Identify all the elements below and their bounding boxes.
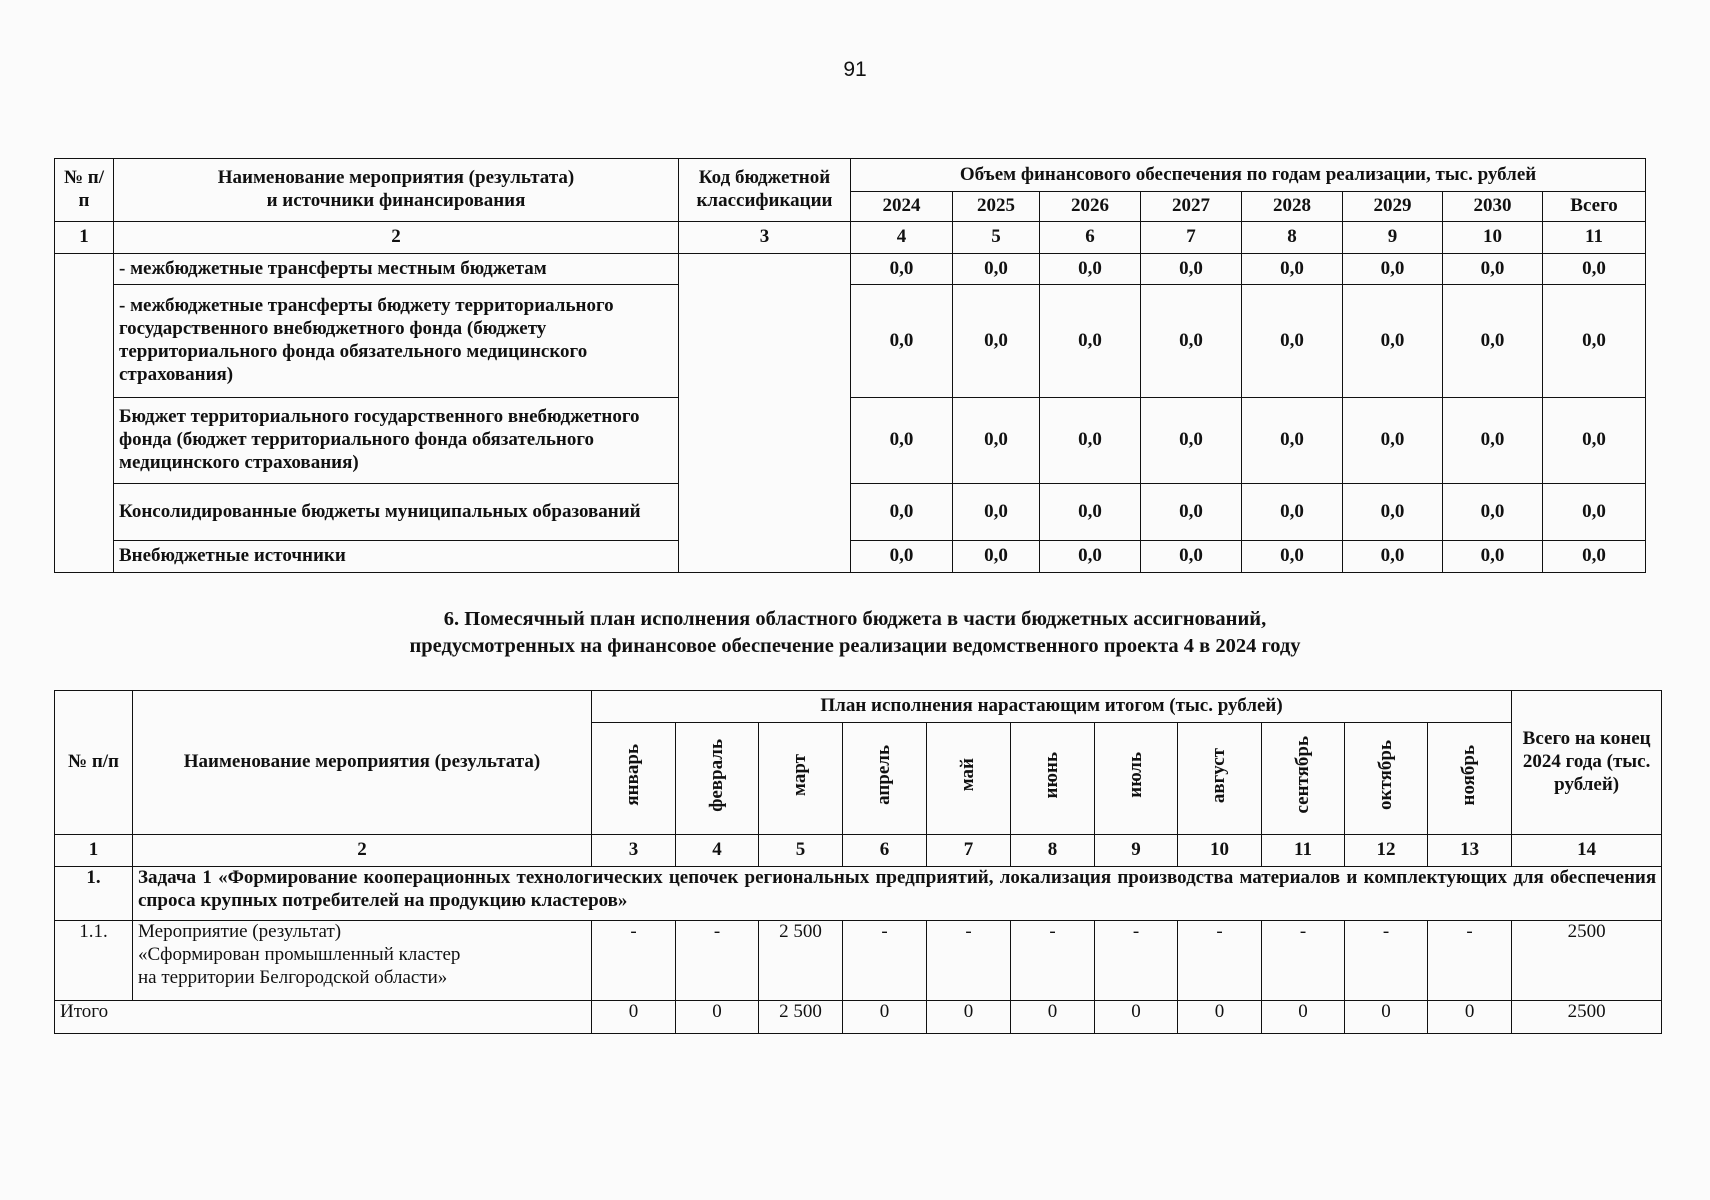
monthly-plan-table: [54, 690, 1662, 1034]
itogo-total: 2500: [1512, 1001, 1662, 1034]
value-cell: 0,0: [851, 285, 953, 398]
task-num: 1.: [55, 867, 133, 921]
itogo-value: 0: [1262, 1001, 1345, 1034]
activity-name-line3: на территории Белгородской области»: [138, 966, 448, 988]
header-month: [1262, 723, 1345, 835]
itogo-value: 0: [843, 1001, 927, 1034]
month-label: ноябрь: [1458, 744, 1480, 806]
month-label: сентябрь: [1291, 736, 1313, 814]
page-number: 91: [843, 58, 867, 81]
value-cell: 0,0: [953, 285, 1040, 398]
table-row: [55, 285, 1646, 398]
value-cell: 0,0: [1242, 541, 1343, 573]
month-label: май: [957, 758, 979, 792]
month-value: -: [1428, 921, 1512, 1001]
month-value: -: [1095, 921, 1178, 1001]
header-num: № п/п: [55, 691, 133, 835]
header-year: 2025: [953, 192, 1040, 222]
itogo-value: 0: [1011, 1001, 1095, 1034]
header-month: [1345, 723, 1428, 835]
month-value: 2 500: [759, 921, 843, 1001]
month-label: июнь: [1041, 751, 1063, 799]
value-cell: 0,0: [1343, 541, 1443, 573]
col-number: 12: [1345, 835, 1428, 867]
col-number: 9: [1343, 222, 1443, 254]
value-cell: 0,0: [1040, 398, 1141, 484]
month-value: -: [843, 921, 927, 1001]
itogo-value: 0: [1095, 1001, 1178, 1034]
month-label: февраль: [705, 738, 727, 812]
section-title-line2: предусмотренных на финансовое обеспечение реализации ведомственного проекта 4 в 2024 году: [409, 635, 1301, 657]
col-number: 4: [676, 835, 759, 867]
month-label: июль: [1124, 752, 1146, 798]
itogo-value: 0: [676, 1001, 759, 1034]
itogo-row: [55, 1001, 1662, 1034]
value-cell: 0,0: [953, 484, 1040, 541]
header-code: [679, 159, 851, 222]
value-cell: 0,0: [1141, 398, 1242, 484]
value-cell: 0,0: [1141, 254, 1242, 285]
table-row: [55, 254, 1646, 285]
col-number: 8: [1242, 222, 1343, 254]
value-cell: 0,0: [1443, 484, 1543, 541]
header-year: 2030: [1443, 192, 1543, 222]
col-number: 13: [1428, 835, 1512, 867]
month-value: -: [676, 921, 759, 1001]
col-number: 11: [1262, 835, 1345, 867]
month-label: март: [789, 754, 811, 797]
col-number: 8: [1011, 835, 1095, 867]
row-name: Внебюджетные источники: [114, 541, 679, 573]
value-cell: 0,0: [1343, 484, 1443, 541]
col-number: 10: [1178, 835, 1262, 867]
column-number-row: [55, 222, 1646, 254]
col-number: 10: [1443, 222, 1543, 254]
row-code-cell: [679, 254, 851, 573]
col-number: 1: [55, 222, 114, 254]
value-cell: 0,0: [1343, 285, 1443, 398]
col-number: 5: [759, 835, 843, 867]
itogo-value: 0: [1178, 1001, 1262, 1034]
header-month: [592, 723, 676, 835]
header-total: Всего на конец 2024 года (тыс. рублей): [1512, 691, 1662, 835]
value-cell: 0,0: [1343, 254, 1443, 285]
value-cell: 0,0: [1443, 285, 1543, 398]
header-name: Наименование мероприятия (результата): [133, 691, 592, 835]
row-name: Бюджет территориального государственного внебюджетного фонда (бюджет территориального фонда обязательного медицинского страхования): [114, 398, 679, 484]
value-cell: 0,0: [1543, 541, 1646, 573]
month-value: -: [592, 921, 676, 1001]
header-year: 2024: [851, 192, 953, 222]
activity-name-line2: «Сформирован промышленный кластер: [138, 943, 461, 965]
value-cell: 0,0: [1543, 254, 1646, 285]
activity-row: [55, 921, 1662, 1001]
row-name: - межбюджетные трансферты местным бюджетам: [114, 254, 679, 285]
value-cell: 0,0: [1040, 484, 1141, 541]
activity-num: 1.1.: [55, 921, 133, 1001]
value-cell: 0,0: [1443, 398, 1543, 484]
value-cell: 0,0: [953, 398, 1040, 484]
value-cell: 0,0: [1543, 398, 1646, 484]
col-number: 11: [1543, 222, 1646, 254]
month-label: октябрь: [1374, 740, 1396, 811]
itogo-value: 0: [1345, 1001, 1428, 1034]
col-number: 14: [1512, 835, 1662, 867]
header-year: 2029: [1343, 192, 1443, 222]
value-cell: 0,0: [851, 484, 953, 541]
itogo-value: 0: [1428, 1001, 1512, 1034]
task-row: [55, 867, 1662, 921]
header-month: [1011, 723, 1095, 835]
financing-volume-table: [54, 158, 1646, 573]
value-cell: 0,0: [1543, 484, 1646, 541]
value-cell: 0,0: [953, 254, 1040, 285]
value-cell: 0,0: [1443, 541, 1543, 573]
value-cell: 0,0: [1242, 398, 1343, 484]
row-name: - межбюджетные трансферты бюджету территориального государственного внебюджетного фонда (бюджету территориального фонда обязательного медицинского страхования): [114, 285, 679, 398]
value-cell: 0,0: [1040, 285, 1141, 398]
col-number: 9: [1095, 835, 1178, 867]
section-title: [0, 606, 1710, 660]
itogo-value: 2 500: [759, 1001, 843, 1034]
header-year: 2026: [1040, 192, 1141, 222]
month-label: апрель: [873, 745, 895, 806]
value-cell: 0,0: [1443, 254, 1543, 285]
row-name: Консолидированные бюджеты муниципальных образований: [114, 484, 679, 541]
header-month: [759, 723, 843, 835]
table-row: [55, 484, 1646, 541]
header-month: [676, 723, 759, 835]
value-cell: 0,0: [1242, 484, 1343, 541]
month-label: август: [1208, 747, 1230, 803]
col-number: 1: [55, 835, 133, 867]
month-value: -: [1178, 921, 1262, 1001]
col-number: 7: [1141, 222, 1242, 254]
header-name-line1: Наименование мероприятия (результата): [217, 167, 575, 189]
header-month: [1178, 723, 1262, 835]
month-value: -: [1262, 921, 1345, 1001]
itogo-label: Итого: [55, 1001, 592, 1034]
month-value: -: [1011, 921, 1095, 1001]
header-code-line2: классификации: [696, 190, 833, 211]
value-cell: 0,0: [1543, 285, 1646, 398]
table-row: [55, 541, 1646, 573]
header-month: [843, 723, 927, 835]
activity-name-line1: Мероприятие (результат): [138, 921, 342, 942]
section-title-line1: 6. Помесячный план исполнения областного бюджета в части бюджетных ассигнований,: [443, 608, 1267, 630]
col-number: 5: [953, 222, 1040, 254]
value-cell: 0,0: [953, 541, 1040, 573]
col-number: 3: [592, 835, 676, 867]
header-year: 2027: [1141, 192, 1242, 222]
value-cell: 0,0: [1242, 285, 1343, 398]
itogo-value: 0: [927, 1001, 1011, 1034]
col-number: 4: [851, 222, 953, 254]
value-cell: 0,0: [1040, 541, 1141, 573]
col-number: 7: [927, 835, 1011, 867]
row-num-cell: [55, 254, 114, 573]
header-month: [1095, 723, 1178, 835]
header-year: 2028: [1242, 192, 1343, 222]
col-number: 2: [114, 222, 679, 254]
col-number: 6: [1040, 222, 1141, 254]
value-cell: 0,0: [1343, 398, 1443, 484]
month-value: -: [1345, 921, 1428, 1001]
month-label: январь: [622, 744, 644, 806]
table-row: [55, 398, 1646, 484]
col-number: 3: [679, 222, 851, 254]
value-cell: 0,0: [1040, 254, 1141, 285]
value-cell: 0,0: [1141, 541, 1242, 573]
task-text: Задача 1 «Формирование кооперационных технологических цепочек региональных предприятий, локализация производства материалов и комплектующих для обеспечения спроса крупных потребителей на продукцию кластеров»: [133, 867, 1662, 921]
header-num: № п/п: [55, 159, 114, 222]
col-number: 6: [843, 835, 927, 867]
month-value: -: [927, 921, 1011, 1001]
header-name-line2: и источники финансирования: [266, 190, 526, 211]
header-month: [927, 723, 1011, 835]
header-month: [1428, 723, 1512, 835]
value-cell: 0,0: [1141, 285, 1242, 398]
value-cell: 0,0: [1242, 254, 1343, 285]
column-number-row: [55, 835, 1662, 867]
value-cell: 0,0: [851, 254, 953, 285]
value-cell: 0,0: [1141, 484, 1242, 541]
header-plan: План исполнения нарастающим итогом (тыс. рублей): [592, 691, 1512, 723]
value-cell: 0,0: [851, 398, 953, 484]
value-cell: 0,0: [851, 541, 953, 573]
header-name: [114, 159, 679, 222]
activity-name: [133, 921, 592, 1001]
header-total: Всего: [1543, 192, 1646, 222]
header-volume: Объем финансового обеспечения по годам реализации, тыс. рублей: [851, 159, 1646, 192]
itogo-value: 0: [592, 1001, 676, 1034]
activity-total: 2500: [1512, 921, 1662, 1001]
header-code-line1: Код бюджетной: [698, 167, 831, 189]
col-number: 2: [133, 835, 592, 867]
